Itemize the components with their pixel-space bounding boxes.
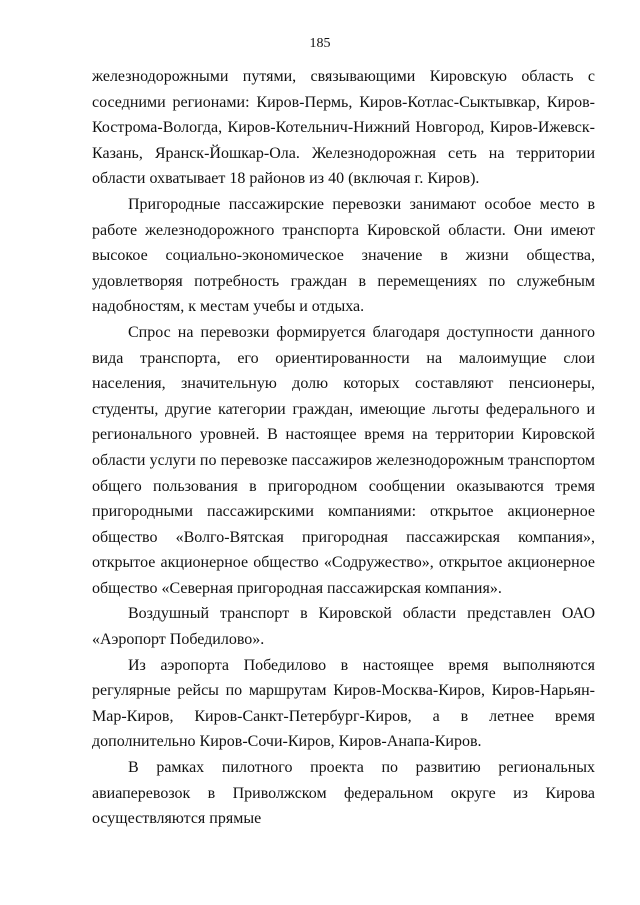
- paragraph-air-transport: Воздушный транспорт в Кировской области представлен ОАО «Аэропорт Победилово».: [92, 605, 595, 649]
- paragraph-railway-routes: железнодорожными путями, связывающими Кировскую область с соседними регионами: Киров-Пермь, Киров-Котлас-Сыктывкар, Киров-Кострома-Вологда, Киров-Котельнич-Нижний Новгород, Киров-Ижевск-Казань, Яранск-Йошкар-Ола. Железнодорожная сеть на территории области охватывает 18 районов из 40 (включая г. Киров).: [92, 68, 595, 188]
- paragraph-pilot-project: В рамках пилотного проекта по развитию региональных авиаперевозок в Приволжском федеральном округе из Кирова осуществляются прямые: [92, 759, 595, 828]
- document-body: [92, 64, 595, 832]
- paragraph-regular-flights: Из аэропорта Победилово в настоящее время выполняются регулярные рейсы по маршрутам Киров-Москва-Киров, Киров-Нарьян-Мар-Киров, Киров-Санкт-Петербург-Киров, а в летнее время дополнительно Киров-Сочи-Киров, Киров-Анапа-Киров.: [92, 656, 595, 751]
- paragraph-suburban-transport: Пригородные пассажирские перевозки занимают особое место в работе железнодорожного транспорта Кировской области. Они имеют высокое социально-экономическое значение в жизни общества, удовлетворяя потребность граждан в перемещениях по служебным надобностям, к местам учебы и отдыха.: [92, 195, 595, 316]
- page-number: 185: [309, 36, 331, 51]
- paragraph-transport-demand: Спрос на перевозки формируется благодаря доступности данного вида транспорта, его ориентированности на малоимущие слои населения, значительную долю которых составляют пенсионеры, студенты, другие категории граждан, имеющие льготы федерального и регионального уровней. В настоящее время на территории Кировской области услуги по перевозке пассажиров железнодорожным транспортом общего пользования в пригородном сообщении оказываются тремя пригородными пассажирскими компаниями: открытое акционерное общество «Волго-Вятская пригородная пассажирская компания», открытое акционерное общество «Содружество», открытое акционерное общество «Северная пригородная пассажирская компания».: [92, 323, 595, 597]
